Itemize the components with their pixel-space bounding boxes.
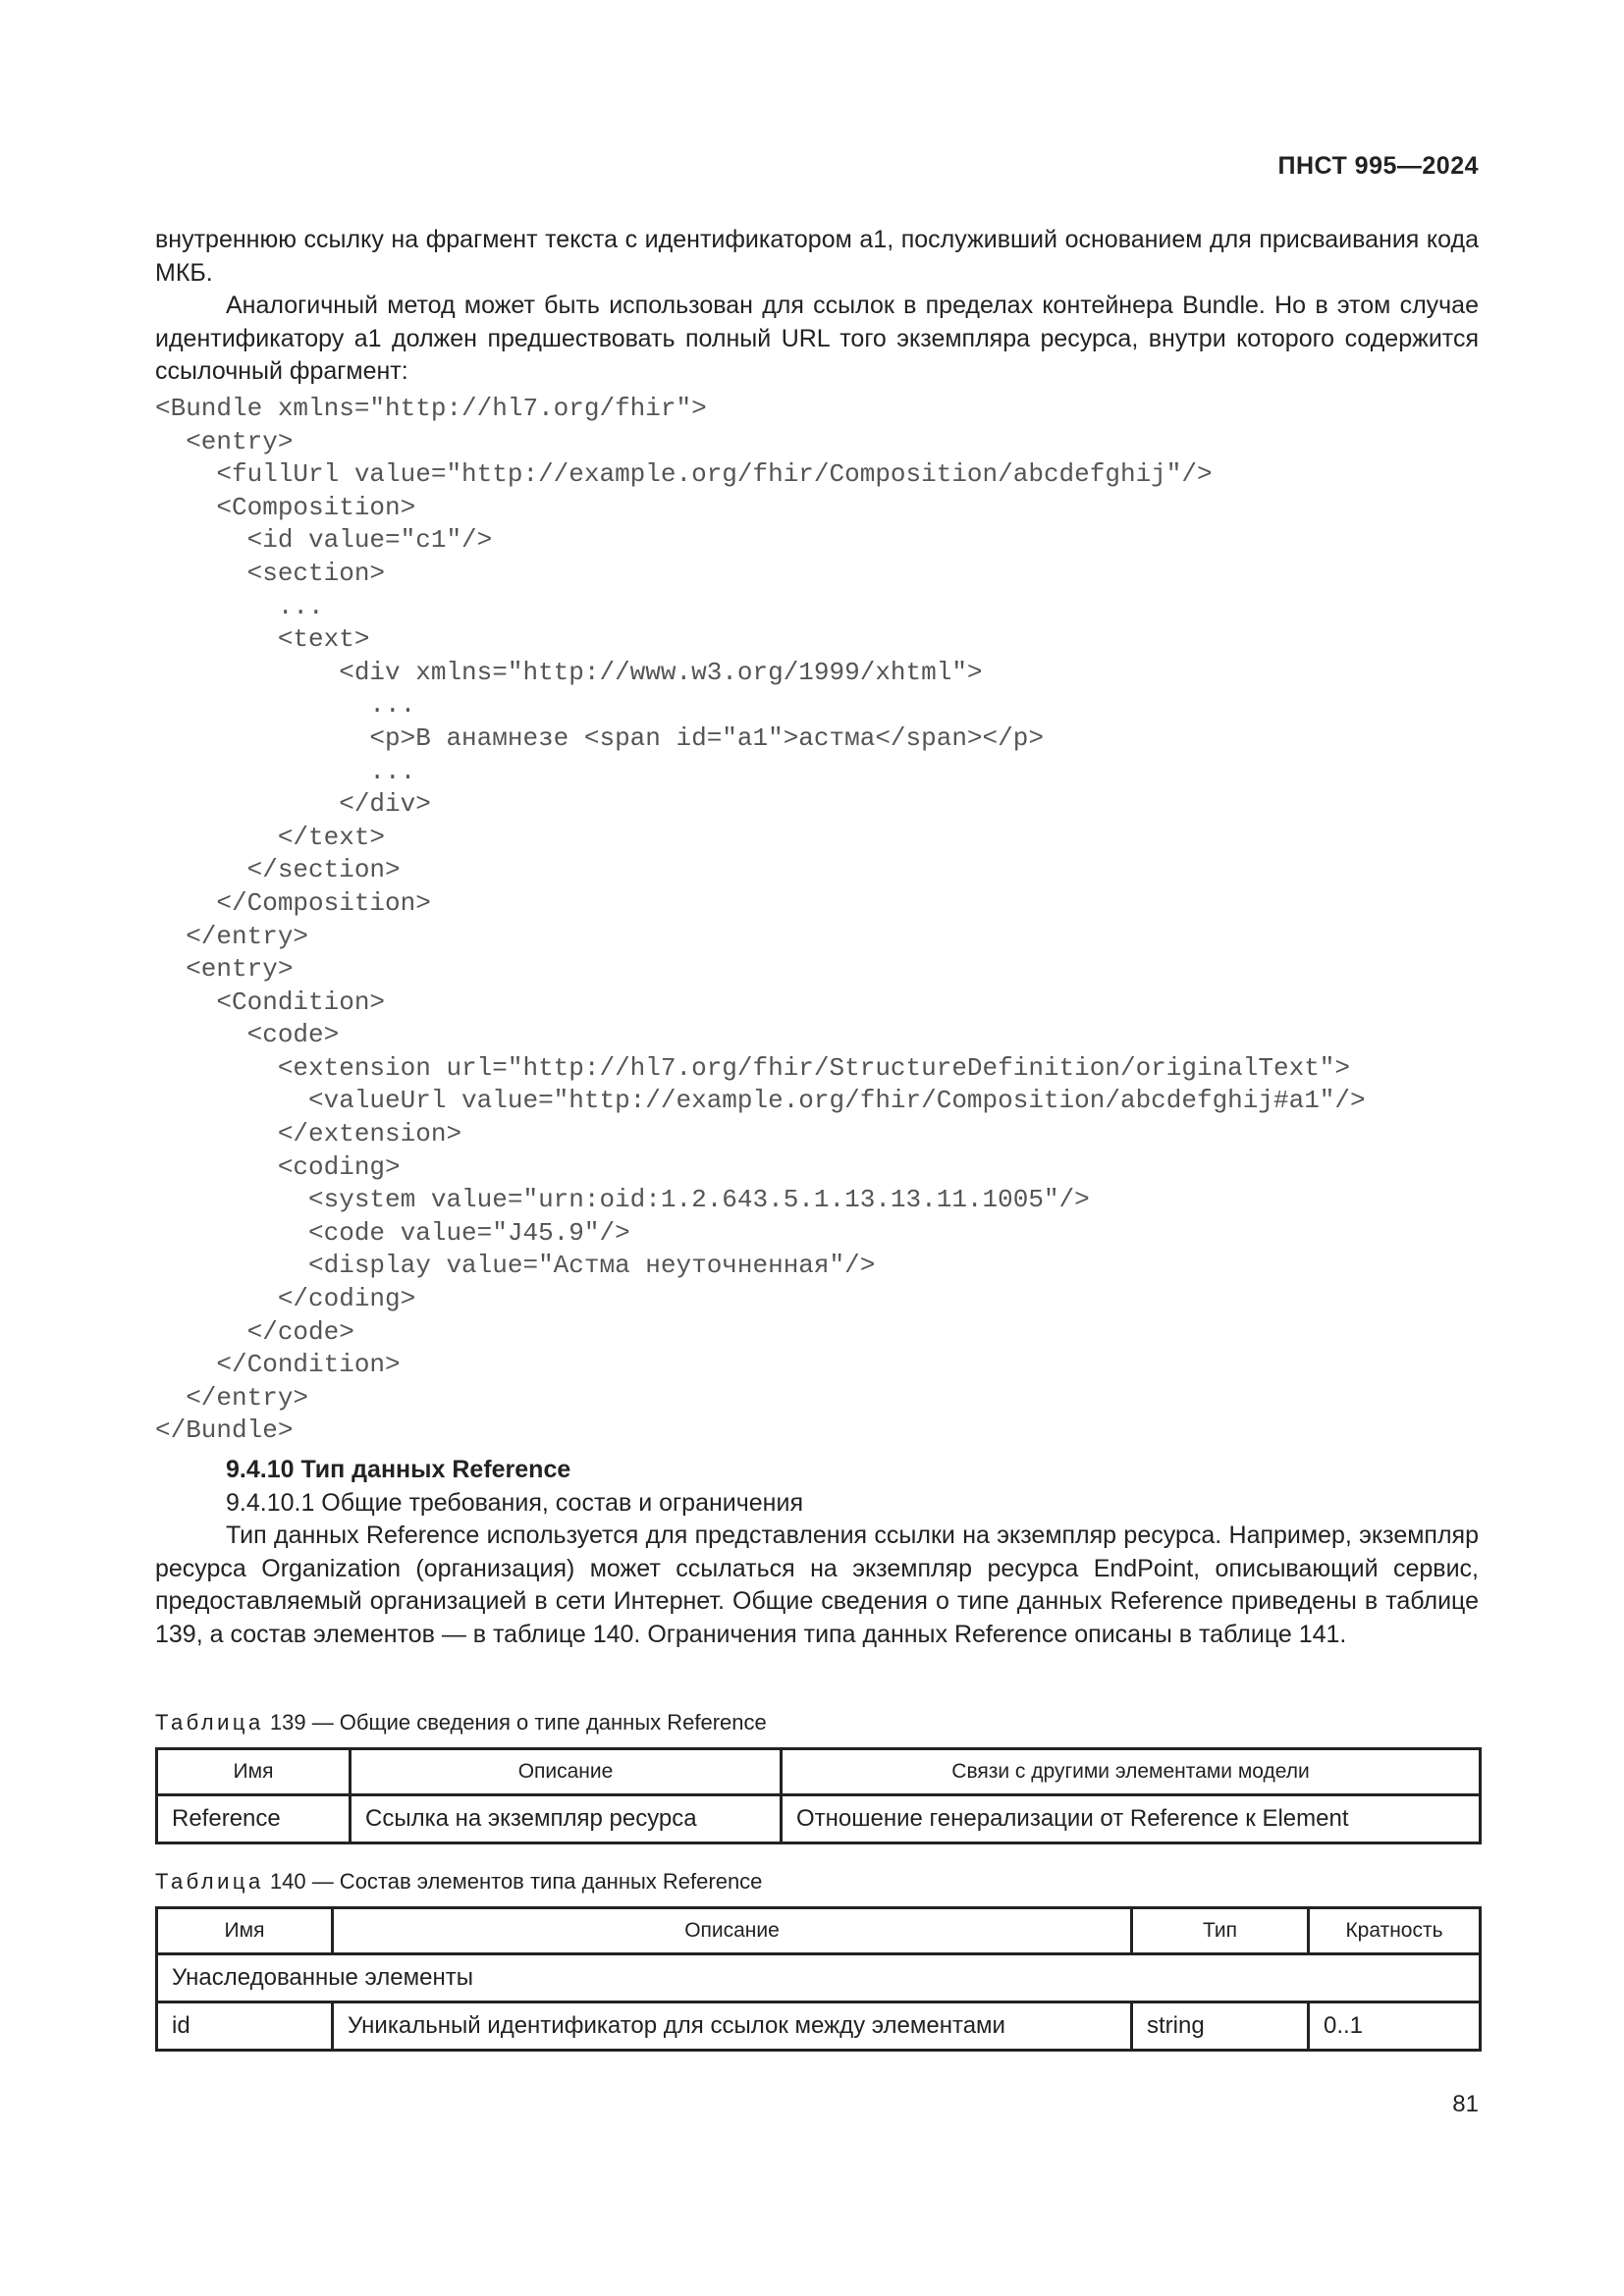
code-line: <code> <box>155 1020 340 1050</box>
table-140-caption-label: Таблица <box>155 1869 264 1894</box>
document-id: ПНСТ 995—2024 <box>1277 152 1479 180</box>
table-140-header-name: Имя <box>157 1908 333 1954</box>
table-140-header-type: Тип <box>1132 1908 1309 1954</box>
code-line: <code value="J45.9"/> <box>155 1217 630 1248</box>
code-line: ... <box>155 591 324 621</box>
table-139-caption-label: Таблица <box>155 1710 264 1735</box>
table-139 <box>155 1747 1482 1844</box>
table-140-cell-description: Уникальный идентификатор для ссылок между элементами <box>333 2002 1132 2051</box>
page-number: 81 <box>1452 2091 1479 2117</box>
table-139-caption <box>155 1710 767 1735</box>
code-line: </section> <box>155 855 401 885</box>
code-line: </coding> <box>155 1284 416 1314</box>
code-line: </Condition> <box>155 1350 401 1380</box>
code-line: <entry> <box>155 954 294 985</box>
code-line: <text> <box>155 624 370 655</box>
section-subtitle: 9.4.10.1 Общие требования, состав и ограничения <box>226 1489 803 1517</box>
table-140-cell-type: string <box>1132 2002 1309 2051</box>
code-line: ... <box>155 756 416 786</box>
table-140-caption-text: 140 — Состав элементов типа данных Reference <box>263 1869 763 1894</box>
table-139-cell-description: Ссылка на экземпляр ресурса <box>351 1795 782 1843</box>
code-line: <section> <box>155 558 386 588</box>
code-block <box>155 393 1366 1448</box>
section-paragraph: Тип данных Reference используется для представления ссылки на экземпляр ресурса. Например, экземпляр ресурса Organization (организация) может ссылаться на экземпляр ресурса EndPoint, описывающий сервис, предоставляемый организацией в сети Интернет. Общие сведения о типе данных Reference приведены в таблице 139, а состав элементов — в таблице 140. Ограничения типа данных Reference описаны в таблице 141. <box>155 1522 1479 1648</box>
code-line: </extension> <box>155 1119 462 1149</box>
code-line: </Bundle> <box>155 1415 294 1446</box>
table-140-header-description: Описание <box>333 1908 1132 1954</box>
section-title: 9.4.10 Тип данных Reference <box>226 1456 571 1483</box>
code-line: </entry> <box>155 1382 309 1413</box>
code-line: ... <box>155 690 416 721</box>
code-line: <Bundle xmlns="http://hl7.org/fhir"> <box>155 394 707 423</box>
table-139-header-name: Имя <box>157 1749 351 1795</box>
table-140 <box>155 1906 1482 2052</box>
table-139-cell-relations: Отношение генерализации от Reference к Element <box>782 1795 1481 1843</box>
code-line: </code> <box>155 1316 354 1347</box>
code-line: </entry> <box>155 921 309 951</box>
code-line: <Composition> <box>155 492 416 522</box>
code-line: <div xmlns="http://www.w3.org/1999/xhtml"> <box>155 657 983 687</box>
code-line: <valueUrl value="http://example.org/fhir/Composition/abcdefghij#a1"/> <box>155 1086 1366 1116</box>
code-line: <display value="Астма неуточненная"/> <box>155 1251 876 1281</box>
code-line: <fullUrl value="http://example.org/fhir/Composition/abcdefghij"/> <box>155 459 1213 490</box>
code-line: <Condition> <box>155 987 386 1017</box>
table-139-header-description: Описание <box>351 1749 782 1795</box>
code-line: </Composition> <box>155 887 431 918</box>
table-139-cell-name: Reference <box>157 1795 351 1843</box>
table-140-header-multiplicity: Кратность <box>1309 1908 1481 1954</box>
code-line: <entry> <box>155 426 294 456</box>
table-140-cell-name: id <box>157 2002 333 2051</box>
code-line: </text> <box>155 822 386 852</box>
table-140-group-row: Унаследованные элементы <box>157 1954 1481 2002</box>
code-line: <id value="c1"/> <box>155 525 493 556</box>
table-140-cell-multiplicity: 0..1 <box>1309 2002 1481 2051</box>
code-line: </div> <box>155 789 431 820</box>
table-139-caption-text: 139 — Общие сведения о типе данных Reference <box>263 1710 767 1735</box>
code-line: <extension url="http://hl7.org/fhir/StructureDefinition/originalText"> <box>155 1052 1350 1083</box>
intro-paragraph-2: Аналогичный метод может быть использован для ссылок в пределах контейнера Bundle. Но в этом случае идентификатору a1 должен предшествовать полный URL того экземпляра ресурса, внутри которого содержится ссылочный фрагмент: <box>155 292 1479 385</box>
code-line: <p>В анамнезе <span id="a1">астма</span></p> <box>155 722 1044 753</box>
table-139-header-relations: Связи с другими элементами модели <box>782 1749 1481 1795</box>
code-line: <system value="urn:oid:1.2.643.5.1.13.13.11.1005"/> <box>155 1185 1090 1215</box>
code-line: <coding> <box>155 1151 401 1182</box>
table-140-caption <box>155 1869 762 1895</box>
intro-paragraph-1: внутреннюю ссылку на фрагмент текста с идентификатором a1, послуживший основанием для присваивания кода МКБ. <box>155 226 1479 287</box>
